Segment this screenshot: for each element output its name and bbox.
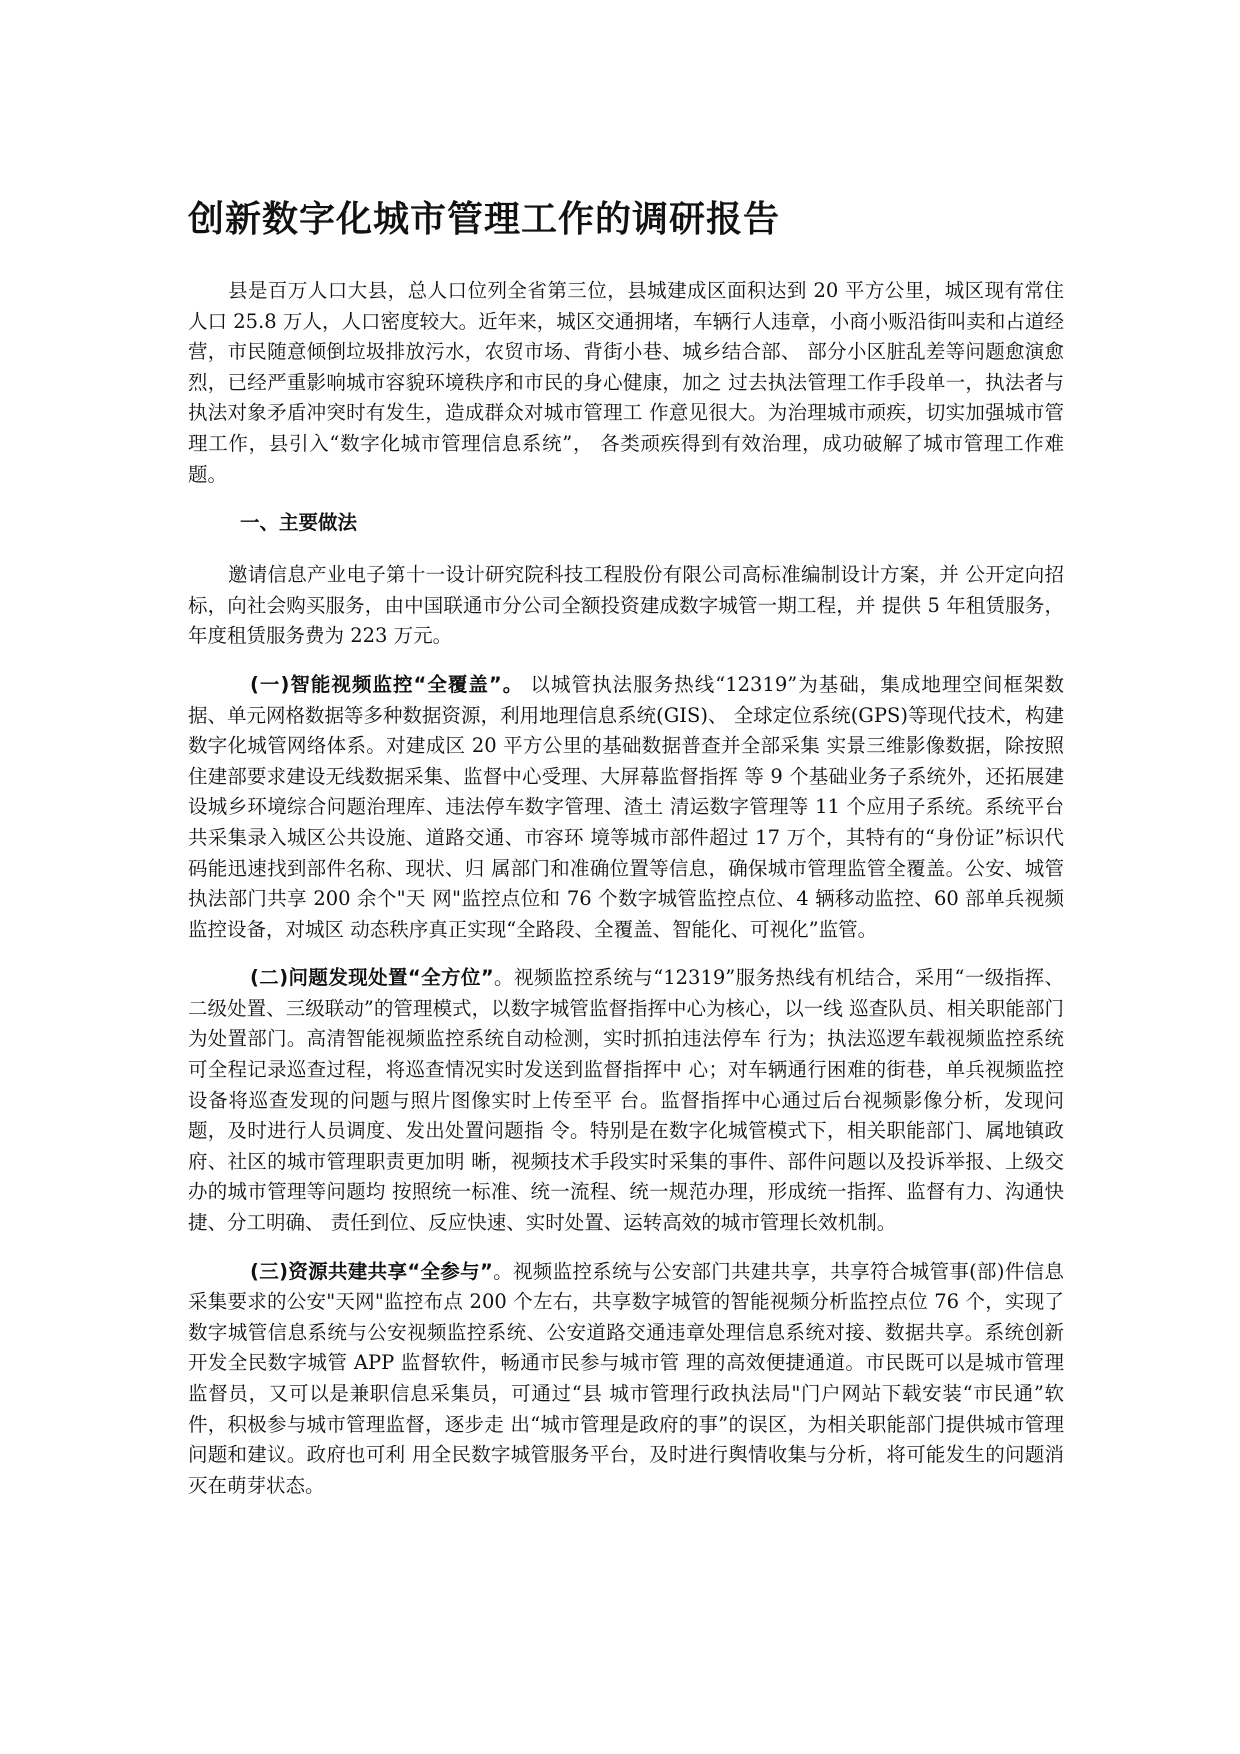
item-paragraph-1 [188,670,1064,945]
intro-paragraph: 县是百万人口大县，总人口位列全省第三位，县城建成区面积达到 20 平方公里，城区现有常住人口 25.8 万人，人口密度较大。近年来，城区交通拥堵，车辆行人违章，小商小贩沿街叫卖和占道经营，市民随意倾倒垃圾排放污水，农贸市场、背街小巷、城乡结合部、 部分小区脏乱差等问题愈演愈烈，已经严重影响城市容貌环境秩序和市民的身心健康，加之 过去执法管理工作手段单一，执法者与执法对象矛盾冲突时有发生，造成群众对城市管理工 作意见很大。为治理城市顽疾，切实加强城市管理工作，县引入“数字化城市管理信息系统”， 各类顽疾得到有效治理，成功破解了城市管理工作难题。 [188,279,1064,486]
section-paragraph: 邀请信息产业电子第十一设计研究院科技工程股份有限公司高标准编制设计方案，并 公开定向招标，向社会购买服务，由中国联通市分公司全额投资建成数字城管一期工程，并 提供 5 年租赁服务，年度租赁服务费为 223 万元。 [188,563,1064,648]
item-paragraph-3 [188,1257,1064,1502]
item-text-1: 以城管执法服务热线“12319”为基础，集成地理空间框架数据、单元网格数据等多种数据资源，利用地理信息系统(GIS)、 全球定位系统(GPS)等现代技术，构建数字化城管网络体系。对建成区 20 平方公里的基础数据普查并全部采集 实景三维影像数据，除按照住建部要求建设无线数据采集、监督中心受理、大屏幕监督指挥 等 9 个基础业务子系统外，还拓展建设城乡环境综合问题治理库、违法停车数字管理、渣土 清运数字管理等 11 个应用子系统。系统平台共采集录入城区公共设施、道路交通、市容环 境等城市部件超过 17 万个，其特有的“身份证”标识代码能迅速找到部件名称、现状、归 属部门和准确位置等信息，确保城市管理监管全覆盖。公安、城管执法部门共享 200 余个"天 网"监控点位和 76 个数字城管监控点位、4 辆移动监控、60 部单兵视频监控设备，对城区 动态秩序真正实现“全路段、全覆盖、智能化、可视化”监管。 [188,672,1064,941]
item-heading-3: (三)资源共建共享“全参与” [250,1259,493,1283]
item-text-3: 。视频监控系统与公安部门共建共享，共享符合城管事(部)件信息采集要求的公安"天网"监控布点 200 个左右，共享数字城管的智能视频分析监控点位 76 个，实现了数字城管信息系统与公安视频监控系统、公安道路交通违章处理信息系统对接、数据共享。系统创新开发全民数字城管 APP 监督软件，畅通市民参与城市管 理的高效便捷通道。市民既可以是城市管理监督员，又可以是兼职信息采集员，可通过“县 城市管理行政执法局"门户网站下载安装“市民通”软件，积极参与城市管理监督，逐步走 出“城市管理是政府的事”的误区，为相关职能部门提供城市管理问题和建议。政府也可利 用全民数字城管服务平台，及时进行舆情收集与分析，将可能发生的问题消灭在萌芽状态。 [188,1259,1064,1497]
item-heading-2: (二)问题发现处置“全方位” [250,966,494,990]
item-text-2: 。视频监控系统与“12319”服务热线有机结合，采用“一级指挥、二级处置、三级联动”的管理模式，以数字城管监督指挥中心为核心，以一线 巡查队员、相关职能部门为处置部门。高清智能视频监控系统自动检测，实时抓拍违法停车 行为；执法巡逻车载视频监控系统可全程记录巡查过程，将巡查情况实时发送到监督指挥中 心；对车辆通行困难的街巷，单兵视频监控设备将巡查发现的问题与照片图像实时上传至平 台。监督指挥中心通过后台视频影像分析，发现问题，及时进行人员调度、发出处置问题指 令。特别是在数字化城管模式下，相关职能部门、属地镇政府、社区的城市管理职责更加明 晰，视频技术手段实时采集的事件、部件问题以及投诉举报、上级交办的城市管理等问题均 按照统一标准、统一流程、统一规范办理，形成统一指挥、监督有力、沟通快捷、分工明确、 责任到位、反应快速、实时处置、运转高效的城市管理长效机制。 [188,966,1064,1235]
document-page [188,196,1064,1519]
document-title: 创新数字化城市管理工作的调研报告 [188,199,781,240]
item-paragraph-2 [188,963,1064,1238]
item-heading-1: (一)智能视频监控“全覆盖”。 [250,672,524,696]
section-heading: 一、主要做法 [240,511,358,535]
